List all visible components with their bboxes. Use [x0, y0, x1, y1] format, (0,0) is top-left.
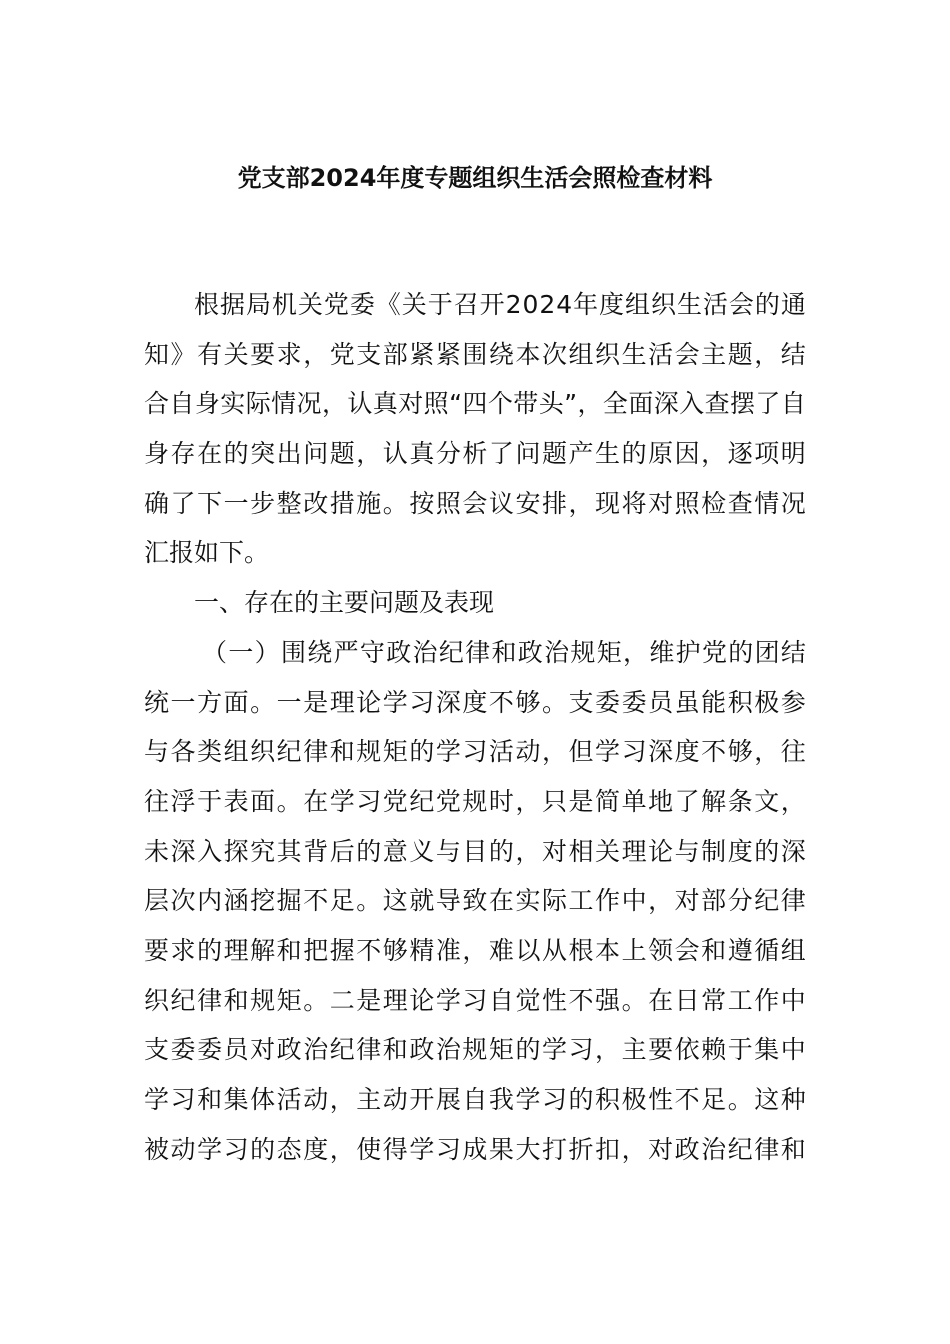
paragraph-line [144, 777, 806, 827]
paragraph-line [144, 479, 806, 529]
paragraph-line [144, 330, 806, 380]
line-text: 往 浮 于 表 面 。 在 学 习 党 纪 党 规 时 ， 只 是 简 单 地 了 解 条 文 ， [144, 786, 806, 816]
line-text: 支 委 委 员 对 政 治 纪 律 和 政 治 规 矩 的 学 习 ， 主 要 依 赖 于 集 中 [144, 1035, 806, 1065]
line-text: 汇报如下。 [144, 538, 270, 568]
line-text: 根 据 局 机 关 党 委 《 关 于 召 开 2 0 2 4 年 度 组 织 生 活 会 的 通 [194, 290, 806, 319]
line-text: 合 自 身 实 际 情 况 ， 认 真 对 照 “ 四 个 带 头 ” ， 全 面 深 入 查 摆 了 自 [144, 389, 806, 419]
paragraph-line [144, 628, 806, 678]
document-body [144, 280, 844, 1174]
paragraph-line [144, 727, 806, 777]
paragraph-line [144, 876, 806, 926]
line-text: 层 次 内 涵 挖 掘 不 足 。 这 就 导 致 在 实 际 工 作 中 ， 对 部 分 纪 律 [144, 886, 806, 916]
paragraph-line [144, 1125, 806, 1175]
document-title: 党支部2024年度专题组织生活会照检查材料 [237, 164, 713, 192]
line-text: （ 一 ） 围 绕 严 守 政 治 纪 律 和 政 治 规 矩 ， 维 护 党 的 团 结 [202, 637, 806, 667]
line-text: 被 动 学 习 的 态 度 ， 使 得 学 习 成 果 大 打 折 扣 ， 对 政 治 纪 律 和 [144, 1134, 806, 1164]
paragraph-line [144, 1075, 806, 1125]
line-text: 一、存在的主要问题及表现 [194, 588, 495, 618]
line-text: 知 》 有 关 要 求 ， 党 支 部 紧 紧 围 绕 本 次 组 织 生 活 会 主 题 ， 结 [144, 339, 806, 369]
line-text: 统 一 方 面 。 一 是 理 论 学 习 深 度 不 够 。 支 委 委 员 虽 能 积 极 参 [144, 687, 806, 717]
paragraph-line [144, 827, 806, 877]
section-heading [144, 578, 844, 628]
paragraph-line [144, 926, 806, 976]
paragraph-line [144, 379, 806, 429]
line-text: 与 各 类 组 织 纪 律 和 规 矩 的 学 习 活 动 ， 但 学 习 深 度 不 够 ， 往 [144, 737, 806, 767]
paragraph-line [144, 280, 806, 330]
line-text: 要 求 的 理 解 和 把 握 不 够 精 准 ， 难 以 从 根 本 上 领 会 和 遵 循 组 [144, 935, 806, 965]
paragraph-line [144, 429, 806, 479]
line-text: 学 习 和 集 体 活 动 ， 主 动 开 展 自 我 学 习 的 积 极 性 不 足 。 这 种 [144, 1085, 806, 1114]
paragraph-line [144, 678, 806, 728]
paragraph-line [144, 976, 806, 1026]
paragraph-line [144, 528, 806, 578]
line-text: 身 存 在 的 突 出 问 题 ， 认 真 分 析 了 问 题 产 生 的 原 因 ， 逐 项 明 [144, 439, 806, 469]
paragraph-line [144, 1025, 806, 1075]
line-text: 未 深 入 探 究 其 背 后 的 意 义 与 目 的 ， 对 相 关 理 论 与 制 度 的 深 [144, 836, 806, 866]
line-text: 确 了 下 一 步 整 改 措 施 。 按 照 会 议 安 排 ， 现 将 对 照 检 查 情 况 [144, 488, 806, 518]
line-text: 织 纪 律 和 规 矩 。 二 是 理 论 学 习 自 觉 性 不 强 。 在 日 常 工 作 中 [144, 985, 806, 1015]
